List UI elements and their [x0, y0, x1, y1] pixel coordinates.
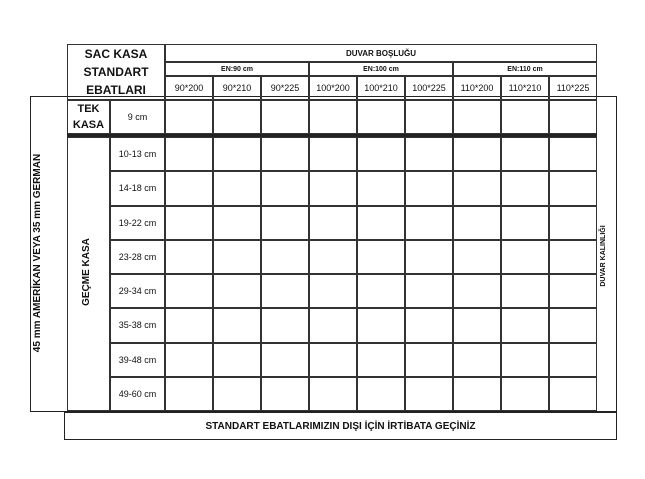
grid-cell: [213, 274, 261, 308]
grid-cell: [309, 274, 357, 308]
grid-cell: [261, 343, 309, 377]
grid-cell: [549, 377, 597, 411]
grid-cell: [405, 274, 453, 308]
title-line-2: STANDART: [83, 64, 149, 79]
grid-cell: [453, 308, 501, 342]
grid-cell: [501, 137, 549, 171]
grid-cell: [549, 308, 597, 342]
grid-cell: [213, 206, 261, 240]
grid-cell: [501, 206, 549, 240]
grid-cell: [453, 343, 501, 377]
grid-cell: [165, 274, 213, 308]
size-header: 110*200: [453, 76, 501, 100]
grid-cell: [453, 171, 501, 205]
grid-cell: [405, 377, 453, 411]
grid-cell: [261, 274, 309, 308]
grid-cell: [261, 137, 309, 171]
grid-cell: [501, 274, 549, 308]
grid-cell: [357, 137, 405, 171]
range-label: 14-18 cm: [110, 171, 165, 205]
grid-cell: [165, 206, 213, 240]
grid-cell: [261, 100, 309, 134]
grid-cell: [213, 343, 261, 377]
grid-cell: [309, 100, 357, 134]
grid-cell: [165, 308, 213, 342]
grid-cell: [453, 206, 501, 240]
size-header: 110*210: [501, 76, 549, 100]
grid-cell: [357, 308, 405, 342]
grid-cell: [405, 343, 453, 377]
grid-cell: [261, 308, 309, 342]
grid-cell: [165, 240, 213, 274]
grid-cell: [213, 377, 261, 411]
size-header: 90*210: [213, 76, 261, 100]
footer-note: STANDART EBATLARIMIZIN DIŞI İÇİN İRTİBATA GEÇİNİZ: [205, 420, 476, 432]
grid-cell: [501, 343, 549, 377]
grid-cell: [501, 377, 549, 411]
grid-cell: [549, 137, 597, 171]
grid-cell: [213, 137, 261, 171]
grid-cell: [549, 274, 597, 308]
grid-cell: [501, 240, 549, 274]
grid-cell: [165, 343, 213, 377]
grid-cell: [405, 171, 453, 205]
grid-cell: [357, 343, 405, 377]
grid-cell: [453, 377, 501, 411]
grid-cell: [453, 274, 501, 308]
grid-cell: [213, 240, 261, 274]
grid-cell: [405, 206, 453, 240]
group-en110: EN:110 cm: [453, 62, 597, 76]
hinge-standard-label: 45 mm AMERİKAN VEYA 35 mm GERMAN: [32, 153, 43, 353]
grid-cell: [357, 171, 405, 205]
grid-cell: [453, 100, 501, 134]
grid-cell: [357, 274, 405, 308]
size-header: 90*200: [165, 76, 213, 100]
grid-cell: [549, 240, 597, 274]
grid-cell: [309, 206, 357, 240]
grid-cell: [165, 100, 213, 134]
grid-cell: [309, 308, 357, 342]
grid-cell: [165, 137, 213, 171]
grid-cell: [261, 206, 309, 240]
range-label: 29-34 cm: [110, 274, 165, 308]
grid-cell: [501, 308, 549, 342]
wall-thickness-label: DUVAR KALINLIĞI: [600, 225, 607, 287]
grid-cell: [453, 240, 501, 274]
grid-cell: [213, 171, 261, 205]
grid-cell: [405, 240, 453, 274]
size-header: 100*200: [309, 76, 357, 100]
grid-cell: [405, 137, 453, 171]
grid-cell: [261, 377, 309, 411]
range-label: 10-13 cm: [110, 137, 165, 171]
range-label: 35-38 cm: [110, 308, 165, 342]
grid-cell: [165, 377, 213, 411]
grid-cell: [309, 171, 357, 205]
size-header: 110*225: [549, 76, 597, 100]
title-line-3: EBATLARI: [86, 82, 146, 97]
range-label: 19-22 cm: [110, 206, 165, 240]
grid-cell: [309, 137, 357, 171]
grid-cell: [357, 240, 405, 274]
group-en100: EN:100 cm: [309, 62, 453, 76]
grid-cell: [357, 206, 405, 240]
grid-cell: [357, 100, 405, 134]
grid-cell: [165, 171, 213, 205]
single-frame-label-line-1: TEK: [77, 103, 100, 115]
single-frame-size: 9 cm: [110, 100, 165, 134]
wall-opening-header: DUVAR BOŞLUĞU: [165, 44, 597, 62]
size-header: 100*210: [357, 76, 405, 100]
grid-cell: [549, 100, 597, 134]
title-line-1: SAC KASA: [84, 46, 148, 61]
grid-cell: [501, 171, 549, 205]
grid-cell: [309, 377, 357, 411]
range-label: 49-60 cm: [110, 377, 165, 411]
range-label: 23-28 cm: [110, 240, 165, 274]
grid-cell: [309, 343, 357, 377]
size-header: 90*225: [261, 76, 309, 100]
range-label: 39-48 cm: [110, 343, 165, 377]
grid-cell: [261, 240, 309, 274]
grid-cell: [309, 240, 357, 274]
grid-cell: [405, 308, 453, 342]
grid-cell: [549, 206, 597, 240]
grid-cell: [405, 100, 453, 134]
size-header: 100*225: [405, 76, 453, 100]
grid-cell: [261, 171, 309, 205]
grid-cell: [501, 100, 549, 134]
grid-cell: [357, 377, 405, 411]
sliding-frame-label: GEÇME KASA: [81, 238, 92, 306]
grid-cell: [213, 308, 261, 342]
grid-cell: [549, 343, 597, 377]
grid-cell: [453, 137, 501, 171]
grid-cell: [213, 100, 261, 134]
single-frame-label-line-2: KASA: [72, 119, 105, 131]
grid-cell: [549, 171, 597, 205]
group-en90: EN:90 cm: [165, 62, 309, 76]
